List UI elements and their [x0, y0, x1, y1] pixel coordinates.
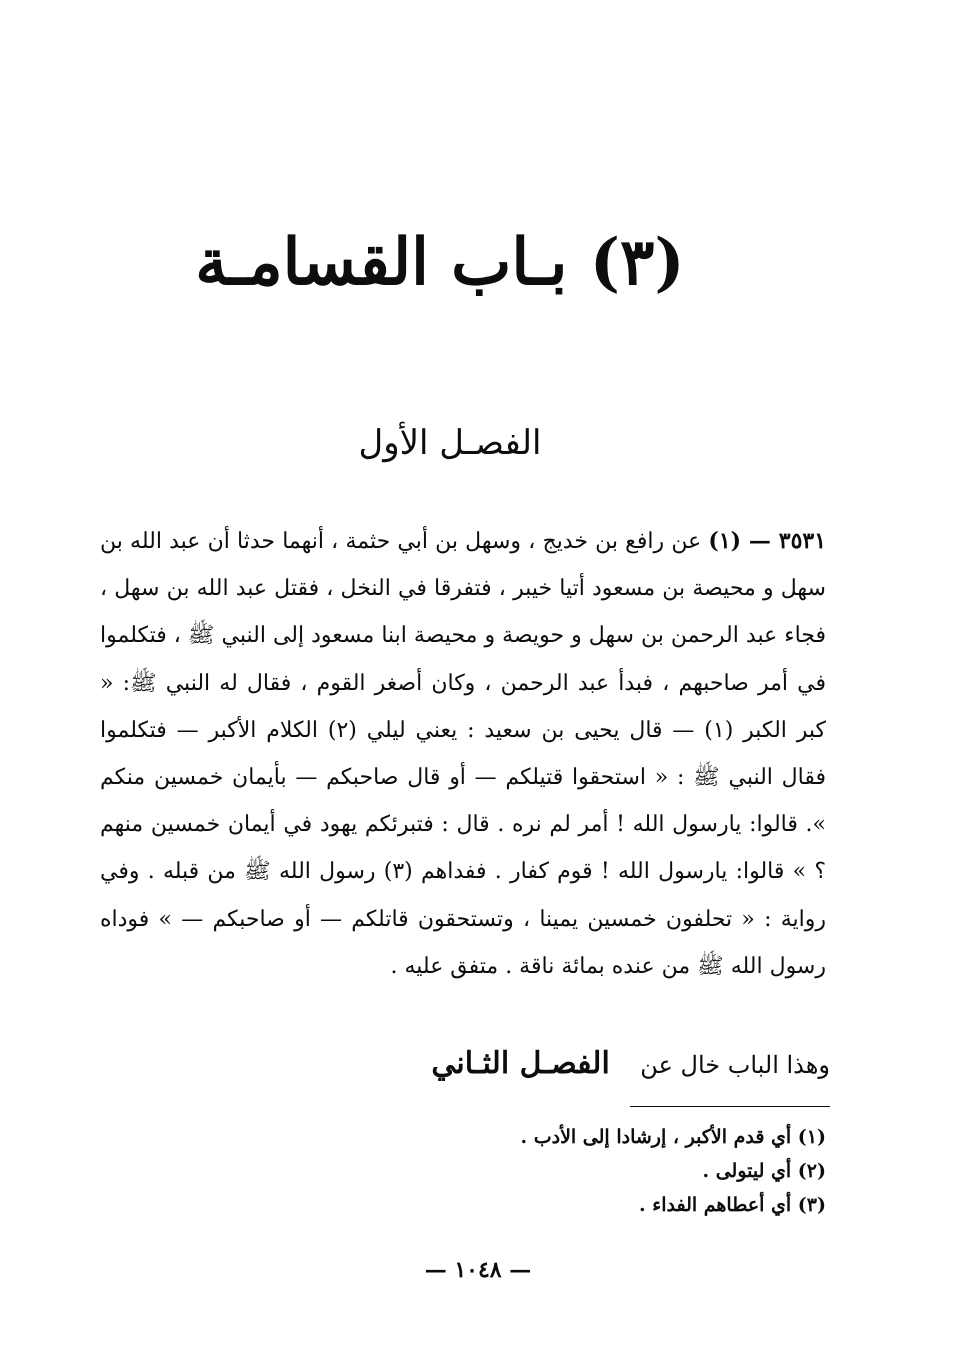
hadith-number: ٣٥٣١ — (١): [708, 528, 827, 554]
hadith-text: عن رافع بن خديج ، وسهل بن أبي حثمة ، أنهما حدثا أن عبد الله بن سهل و محيصة بن مسعود أتيا خيبر ، فتفرقا في النخل ، فقتل عبد الله بن سهل ، فجاء عبد الرحمن بن سهل و حويصة و محيصة ابنا مسعود إلى النبي ﷺ ، فتكلموا في أمر صاحبهم ، فبدأ عبد الرحمن ، وكان أصغر القوم ، فقال له النبي ﷺ: « كبر الكبر (١) — قال يحيى بن سعيد : يعني ليلي (٢) الكلام الأكبر — فتكلموا فقال النبي ﷺ : « استحقوا قتيلكم — أو قال صاحبكم — بأيمان خمسين منكم ». قالوا: يارسول الله ! أمر لم نره . قال : فتبرئكم يهود في أيمان خمسين منهم ؟ » قالوا: يارسول الله ! قوم كفار . ففداهم (٣) رسول الله ﷺ من قبله . وفي رواية : « تحلفون خمسين يمينا ، وتستحقون قاتلكم — أو صاحبكم — » فوداه رسول الله ﷺ من عنده بمائة ناقة . متفق عليه .: [100, 529, 826, 979]
page-number: — ١٠٤٨ —: [424, 1257, 532, 1283]
chapter-title: (٣) بـاب القسامـة: [195, 225, 685, 300]
closing-text: وهذا الباب خال عن: [640, 1051, 830, 1079]
footnote-3: (٣) أي أعطاهم الفداء .: [639, 1194, 826, 1216]
closing-note: [360, 1040, 830, 1089]
footnotes: [400, 1120, 826, 1222]
footnote-1: (١) أي قدم الأكبر ، إرشادا إلى الأدب .: [520, 1126, 826, 1148]
footnote-divider: [630, 1106, 830, 1107]
section-title: الفصـل الأول: [358, 423, 542, 463]
second-section-heading: الفصـل الثـاني: [431, 1046, 610, 1081]
hadith-paragraph: [100, 518, 826, 990]
footnote-2: (٢) أي ليتولى .: [702, 1160, 826, 1182]
